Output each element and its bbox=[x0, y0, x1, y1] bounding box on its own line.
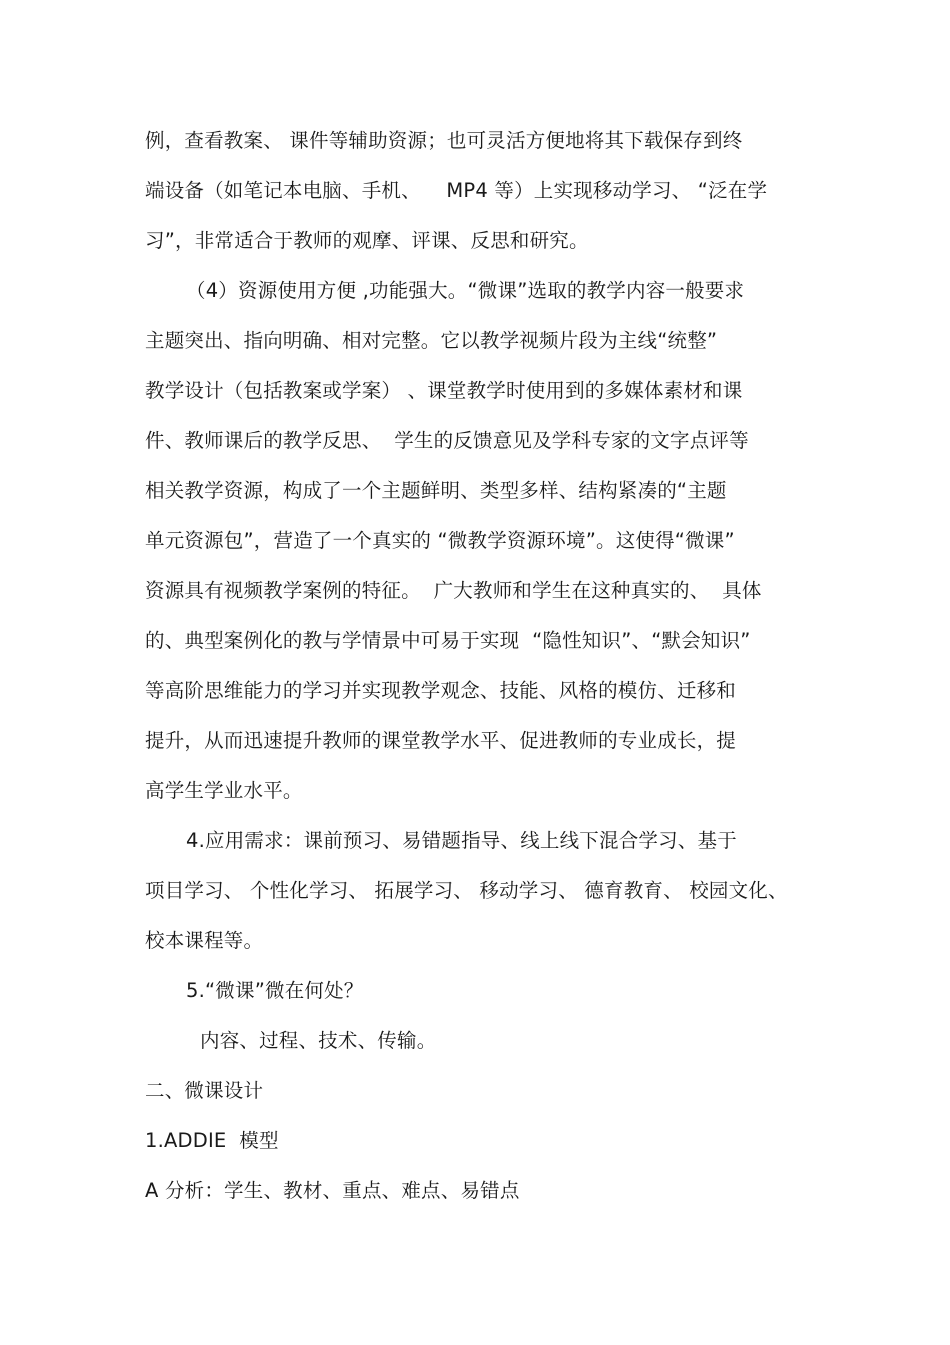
text-line-16: 项目学习、 个性化学习、 拓展学习、 移动学习、 德育教育、 校园文化、 bbox=[145, 879, 788, 902]
text-line-19: 内容、过程、技术、传输。 bbox=[200, 1029, 437, 1052]
text-line-22: A 分析：学生、教材、重点、难点、易错点 bbox=[145, 1179, 520, 1202]
text-line-5: 主题突出、指向明确、相对完整。它以教学视频片段为主线“统整” bbox=[145, 329, 718, 352]
text-line-10: 资源具有视频教学案例的特征。 广大教师和学生在这种真实的、 具体 bbox=[145, 579, 762, 602]
text-line-6: 教学设计（包括教案或学案） 、课堂教学时使用到的多媒体素材和课 bbox=[145, 379, 743, 402]
text-line-17: 校本课程等。 bbox=[145, 929, 264, 952]
text-line-15: 4.应用需求：课前预习、易错题指导、线上线下混合学习、基于 bbox=[186, 829, 737, 852]
text-line-21: 1.ADDIE 模型 bbox=[145, 1129, 279, 1152]
text-line-11: 的、典型案例化的教与学情景中可易于实现 “隐性知识”、“默会知识” bbox=[145, 629, 751, 652]
text-line-4: （4）资源使用方便 ,功能强大。“微课”选取的教学内容一般要求 bbox=[186, 279, 745, 302]
text-line-9: 单元资源包”，营造了一个真实的 “微教学资源环境”。这使得“微课” bbox=[145, 529, 735, 552]
text-line-7: 件、教师课后的教学反思、 学生的反馈意见及学科专家的文字点评等 bbox=[145, 429, 749, 452]
text-line-13: 提升，从而迅速提升教师的课堂教学水平、促进教师的专业成长，提 bbox=[145, 729, 737, 752]
text-line-2: 端设备（如笔记本电脑、手机、 MP4 等）上实现移动学习、 “泛在学 bbox=[145, 179, 768, 202]
text-line-18: 5.“微课”微在何处？ bbox=[186, 979, 364, 1002]
text-line-3: 习”，非常适合于教师的观摩、评课、反思和研究。 bbox=[145, 229, 589, 252]
text-line-12: 等高阶思维能力的学习并实现教学观念、技能、风格的模仿、迁移和 bbox=[145, 679, 737, 702]
text-line-1: 例，查看教案、 课件等辅助资源；也可灵活方便地将其下载保存到终 bbox=[145, 129, 743, 152]
section-heading: 二、微课设计 bbox=[145, 1079, 264, 1102]
text-line-8: 相关教学资源，构成了一个主题鲜明、类型多样、结构紧凑的“主题 bbox=[145, 479, 727, 502]
text-line-14: 高学生学业水平。 bbox=[145, 779, 303, 802]
